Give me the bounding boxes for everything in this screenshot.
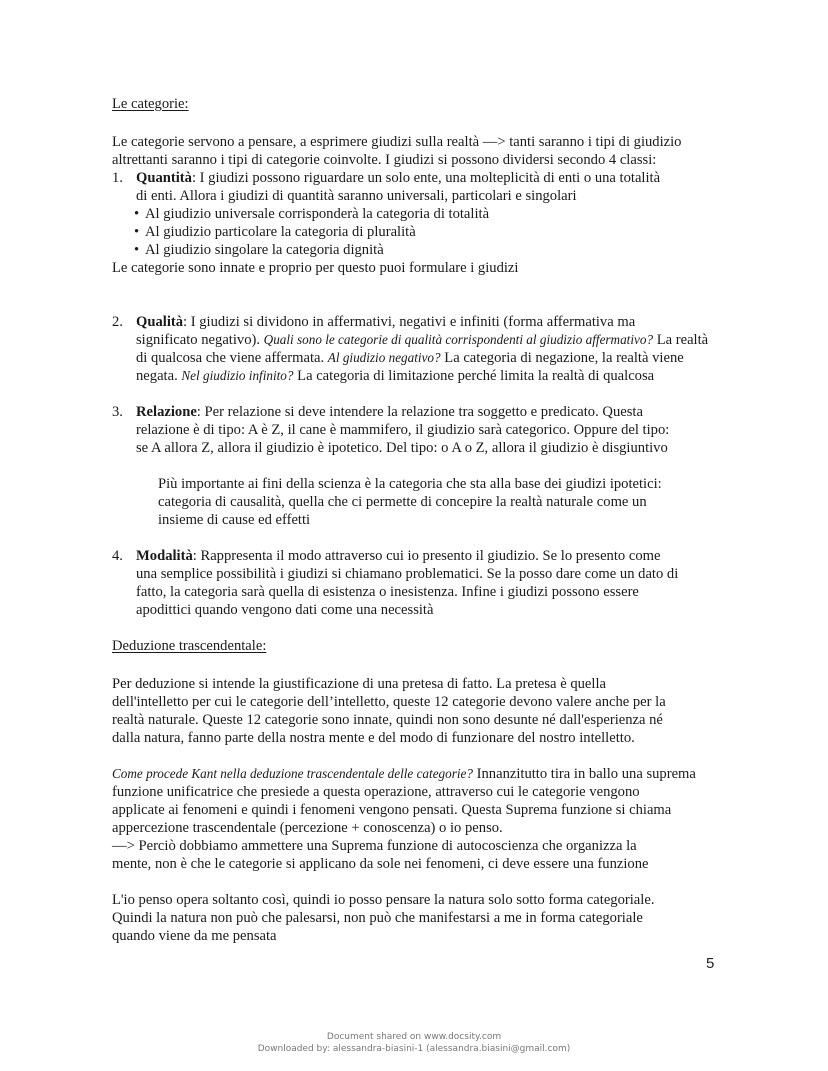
list-item-quantita: [112, 169, 722, 205]
item-term: Modalità: [136, 548, 193, 564]
list-item-relazione: 3. Relazione: Per relazione si deve intendere la relazione tra soggetto e predicato. Questa relazione è di tipo: A è Z, il cane è mammifero, il giudizio sarà categorico. Oppure del tipo: se A allora Z, allora il giudizio è ipotetico. Del tipo: o A o Z, allora il giudizio è disgiuntivo: [112, 404, 670, 456]
item-term: Relazione: [136, 404, 197, 420]
item-number: 3.: [112, 404, 123, 420]
item-term: Qualità: [136, 314, 184, 330]
intro-line-1: Le categorie servono a pensare, a esprimere giudizi sulla realtà —> tanti saranno i tipi di giudizio: [112, 134, 682, 150]
intro-line-2: altrettanti saranno i tipi di categorie coinvolte. I giudizi si possono dividersi secondo 4 classi:: [112, 152, 657, 168]
section-title-categorie: Le categorie:: [112, 96, 189, 112]
section-title-deduzione: Deduzione trascendentale:: [112, 638, 267, 654]
paragraph-kant: Come procede Kant nella deduzione trascendentale delle categorie? Innanzitutto tira in ballo una suprema funzione unificatrice che presiede a questa operazione, attraverso cui le categorie vengono applicate ai fenomeni e quindi i fenomeni vengono pensati. Questa Suprema funzione si chiama appercezione trascendentale (percezione + conoscenza) o io penso. —> Perciò dobbiamo ammettere una Suprema funzione di autocoscienza che organizza la mente, non è che le categorie si applicano da sole nei fenomeni, ci deve essere una funzione: [112, 766, 696, 872]
footer-downloaded-line: Downloaded by: alessandra-biasini-1 (alessandra.biasini@gmail.com): [257, 1044, 571, 1054]
bullet-list: [112, 205, 722, 259]
bullet-item: • Al giudizio universale corrisponderà la categoria di totalità: [134, 206, 490, 222]
item-text: : I giudizi possono riguardare un solo ente, una molteplicità di enti o una totalità: [191, 170, 661, 186]
question-text: Al giudizio negativo?: [327, 350, 441, 365]
list-item-qualita: 2. Qualità: I giudizi si dividono in affermativi, negativi e infiniti (forma affermativa ma significato negativo). Quali sono le categorie di qualità corrispondenti al giudizio affermativo? La realtà di qualcosa che viene affermata. Al giudizio negativo? La categoria di negazione, la realtà viene negata. Nel giudizio infinito? La categoria di limitazione perché limita la realtà di qualcosa: [112, 314, 709, 384]
item-text: di enti. Allora i giudizi di quantità saranno universali, particolari e singolari: [136, 188, 577, 204]
bullet-icon: •: [134, 242, 140, 258]
paragraph-deduzione: Per deduzione si intende la giustificazione di una pretesa di fatto. La pretesa è quella dell'intelletto per cui le categorie dell’intelletto, queste 12 categorie devono valere anche per la realtà naturale. Queste 12 categorie sono innate, quindi non sono desunte né dall'esperienza né dalla natura, fanno parte della nostra mente e del modo di funzionare del nostro intelletto.: [112, 676, 666, 746]
item-number: 1.: [112, 170, 123, 186]
item-number: 2.: [112, 314, 123, 330]
item-term: Quantità: [136, 170, 192, 186]
question-text: Come procede Kant nella deduzione trascendentale delle categorie?: [112, 766, 473, 781]
paragraph: Le categorie sono innate e proprio per questo puoi formulare i giudizi: [112, 260, 519, 276]
item-number: 4.: [112, 548, 123, 564]
bullet-item: • Al giudizio singolare la categoria dignità: [134, 242, 384, 258]
page-number: 5: [706, 955, 715, 972]
question-text: Quali sono le categorie di qualità corrispondenti al giudizio affermativo?: [263, 332, 654, 347]
bullet-icon: •: [134, 224, 140, 240]
bullet-icon: •: [134, 206, 140, 222]
list-item-modalita: 4. Modalità: Rappresenta il modo attraverso cui io presento il giudizio. Se lo presento come una semplice possibilità i giudizi si chiamano problematici. Se la posso dare come un dato di fatto, la categoria sarà quella di esistenza o inesistenza. Infine i giudizi possono essere apodittici quando vengono dati come una necessità: [112, 548, 679, 618]
document-page: [112, 95, 722, 945]
footer-shared-line: Document shared on www.docsity.com: [326, 1032, 502, 1042]
indented-note: Più importante ai fini della scienza è la categoria che sta alla base dei giudizi ipotetici: categoria di causalità, quella che ci permette di concepire la realtà naturale come un insieme di cause ed effetti: [158, 476, 662, 528]
paragraph-io-penso: L'io penso opera soltanto così, quindi io posso pensare la natura solo sotto forma categoriale. Quindi la natura non può che palesarsi, non può che manifestarsi a me in forma categoriale quando viene da me pensata: [112, 892, 655, 944]
question-text: Nel giudizio infinito?: [181, 368, 294, 383]
bullet-item: • Al giudizio particolare la categoria di pluralità: [134, 224, 416, 240]
